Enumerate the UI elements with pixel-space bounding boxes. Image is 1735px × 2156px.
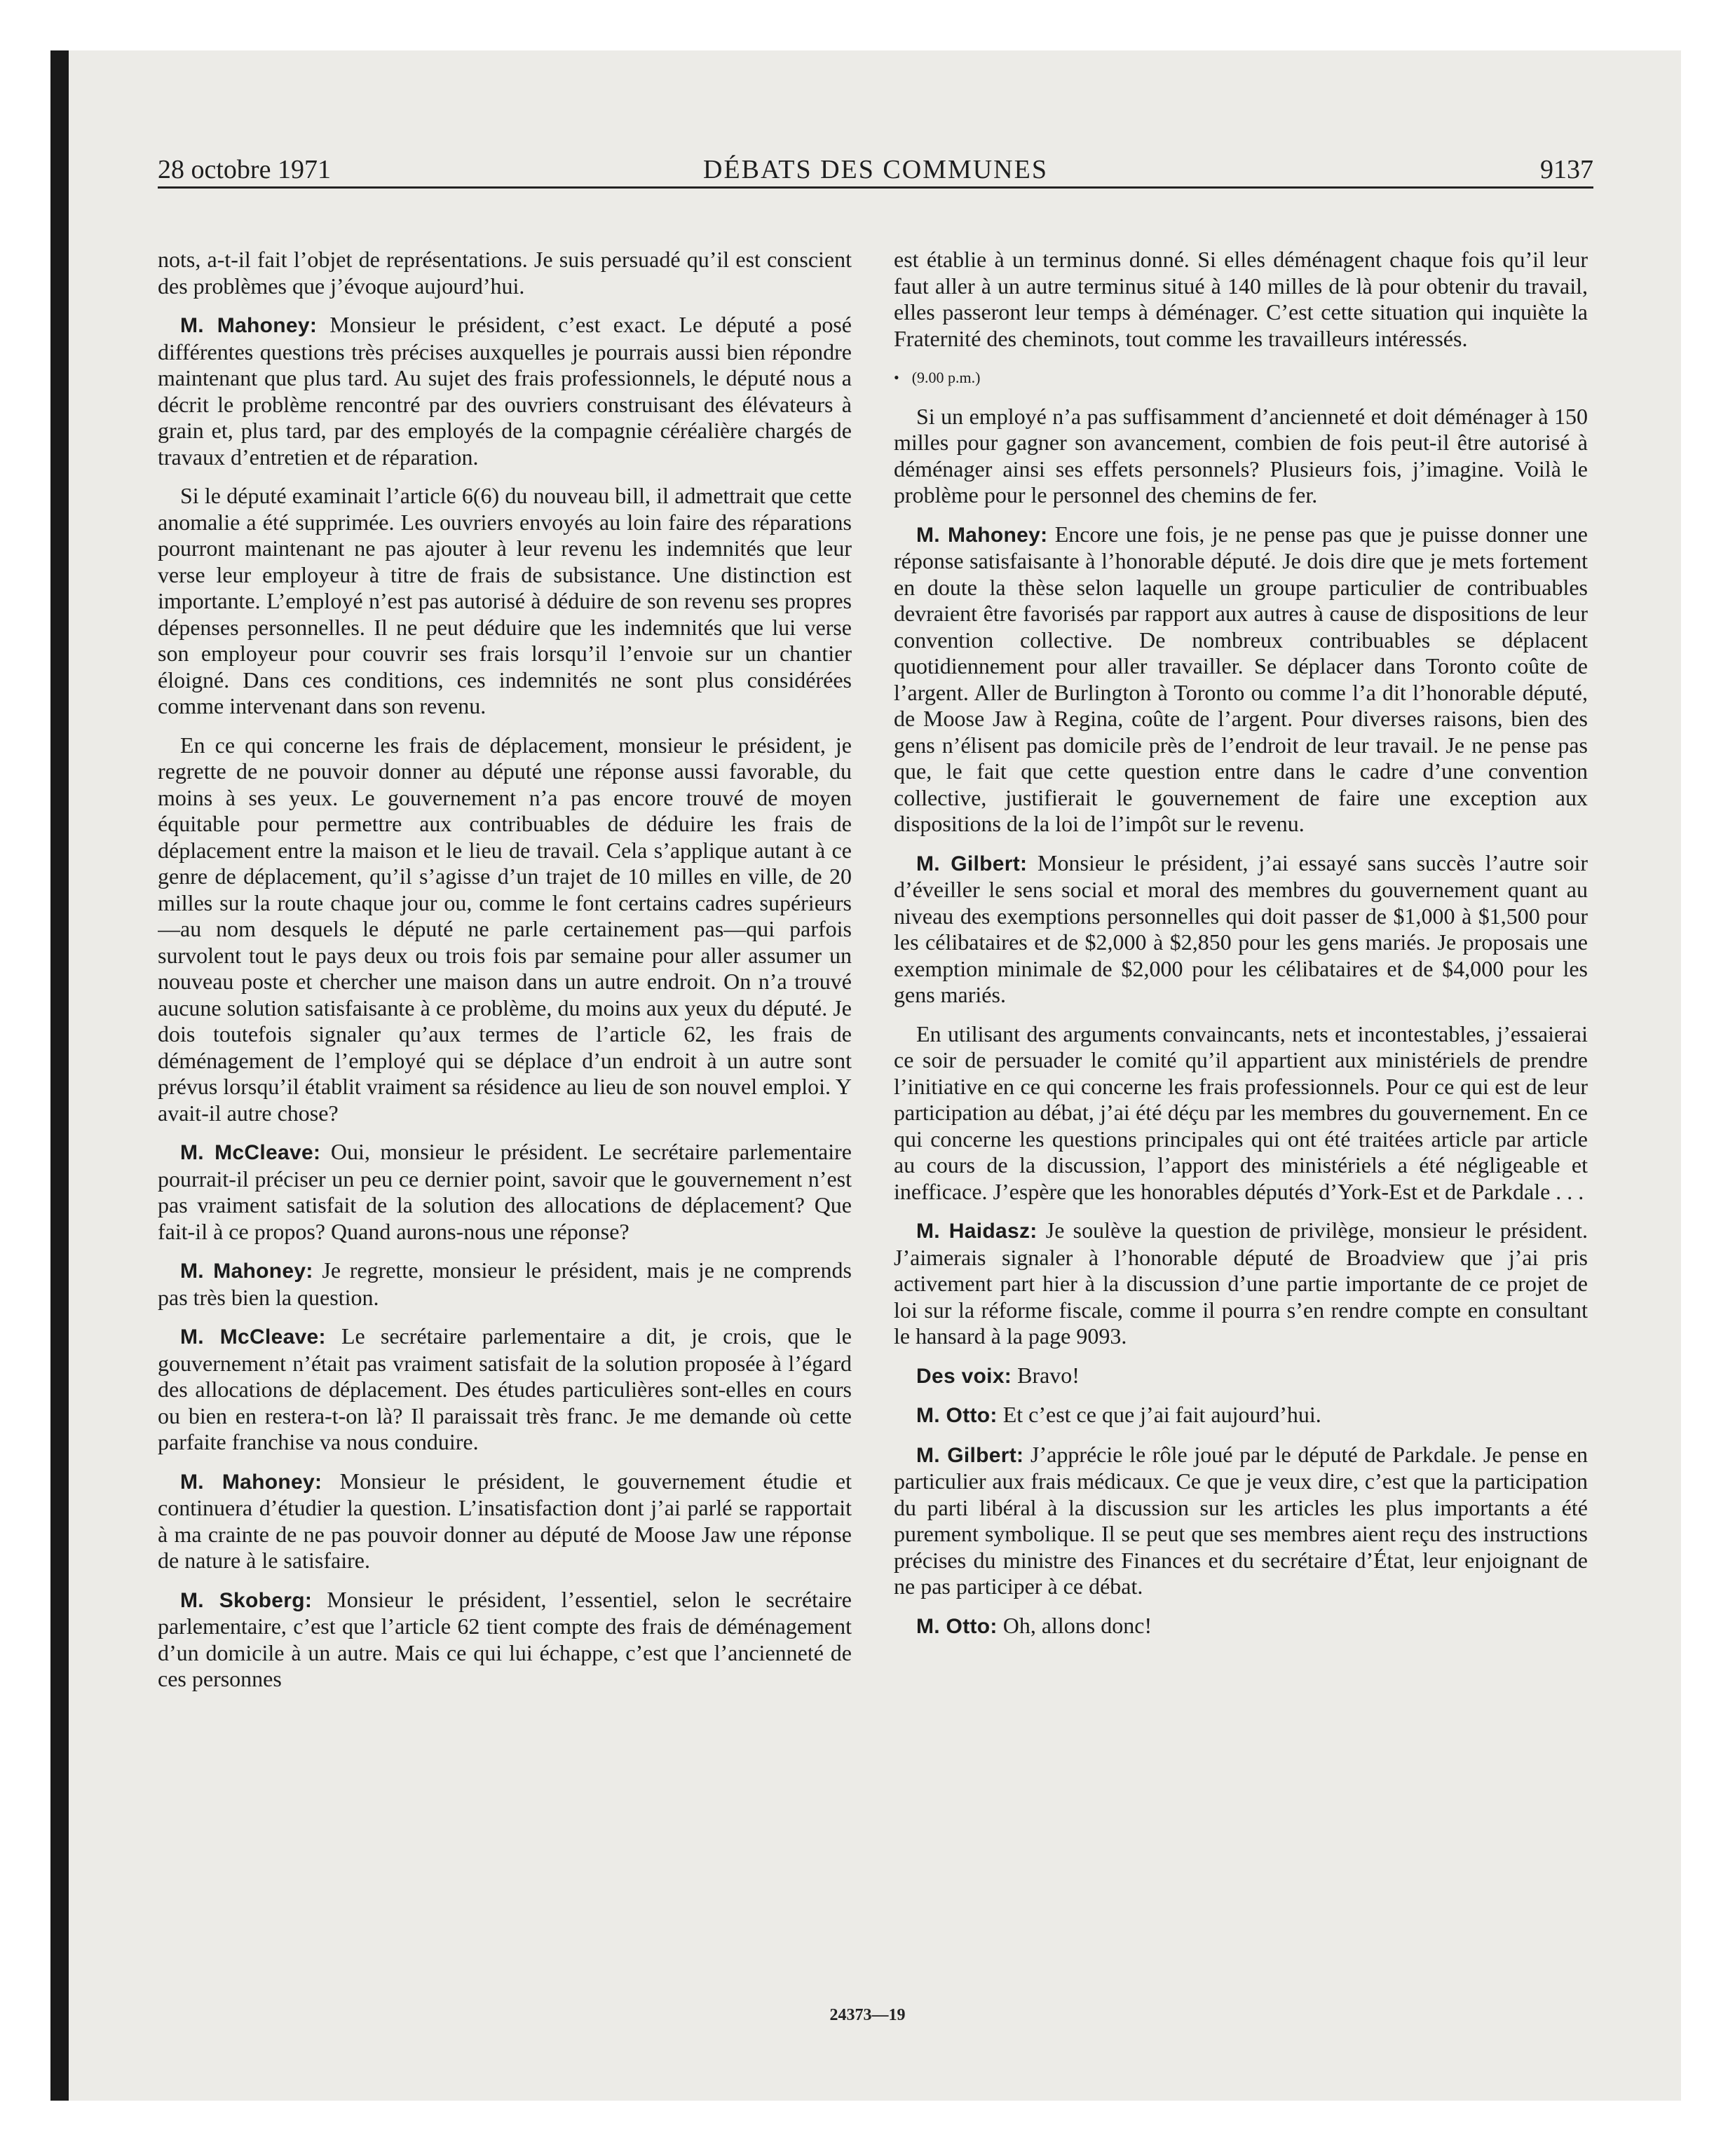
bullet-icon: • — [894, 369, 899, 386]
paragraph: Si un employé n’a pas suffisamment d’ancienneté et doit déménager à 150 milles pour gagner son avancement, combien de fois peut-il être autorisé à déménager ainsi ses effets personnels? Plusieurs fois, j’imagine. Voilà le problème pour le personnel des chemins de fer. — [894, 403, 1588, 507]
paragraph: nots, a-t-il fait l’objet de représentations. Je suis persuadé qu’il est conscient des problèmes que j’évoque aujourd’hui. — [158, 247, 852, 299]
paragraph: est établie à un terminus donné. Si elles déménagent chaque fois qu’il leur faut aller à un autre terminus situé à 140 milles de là pour obtenir du travail, elles passeront leur temps à déménager. C’est cette situation qui inquiète la Fraternité des cheminots, tout comme les travailleurs intéressés. — [894, 247, 1588, 351]
speech: M. McCleave: Le secrétaire parlementaire a dit, je crois, que le gouvernement n’était pas vraiment satisfait de la solution proposée à l’égard des allocations de déplacement. Des études particulières sont-elles en cours ou bien en restera-t-on là? Il paraissait très franc. Je me demande où cette parfaite franchise va nous conduire. — [158, 1323, 852, 1454]
left-column — [158, 247, 852, 2034]
speech: M. Mahoney: Monsieur le président, le gouvernement étudie et continuera d’étudier la question. L’insatisfaction dont j’ai parlé se rapportait à ma crainte de ne pas pouvoir donner au député de Moose Jaw une réponse de nature à le satisfaire. — [158, 1468, 852, 1573]
paragraph: En utilisant des arguments convaincants, nets et incontestables, j’essaierai ce soir de persuader le comité qu’il appartient aux ministériels de prendre l’initiative en ce qui concerne les frais professionnels. Pour ce qui est de leur participation au débat, j’ai été déçu par les membres du gouvernement. En ce qui concerne les questions principales qui ont été traitées article par article au cours de la discussion, l’apport des ministériels a été négligeable et inefficace. J’espère que les honorables députés d’York-Est et de Parkdale . . . — [894, 1021, 1588, 1204]
speaker-name: M. Mahoney: — [180, 314, 318, 337]
page-footer: 24373—19 — [829, 2006, 906, 2024]
header-date: 28 octobre 1971 — [158, 155, 331, 184]
speech: M. Mahoney: Encore une fois, je ne pense pas que je puisse donner une réponse satisfaisante à l’honorable député. Je dois dire que je mets fortement en doute la thèse selon laquelle un groupe particulier de contribuables devraient être favorisés par rapport aux autres à cause de dispositions de leur convention collective. De nombreux contribuables se déplacent quotidiennement pour aller travailler. Se déplacer dans Toronto coûte de l’argent. Aller de Burlington à Toronto ou comme l’a dit l’honorable député, de Moose Jaw à Regina, coûte de l’argent. Pour diverses raisons, bien des gens n’élisent pas domicile près de l’endroit de leur travail. Je ne pense pas que, le fait que cette question entre dans le cadre d’une convention collective, justifierait le gouvernement de faire une exception aux dispositions de la loi de l’impôt sur le revenu. — [894, 521, 1588, 836]
speaker-name: M. McCleave: — [180, 1141, 321, 1164]
speaker-name: M. Mahoney: — [180, 1260, 313, 1283]
header-page-number: 9137 — [1540, 155, 1593, 184]
speaker-name: M. Mahoney: — [180, 1470, 322, 1494]
paragraph: En ce qui concerne les frais de déplacement, monsieur le président, je regrette de ne pouvoir donner au député une réponse aussi favorable, du moins à ses yeux. Le gouvernement n’a pas encore trouvé de moyen équitable pour permettre aux contribuables de déduire les frais de déplacement entre la maison et le lieu de travail. Cela s’applique autant à ce genre de déplacement, qu’il s’agisse d’un trajet de 10 milles en ville, de 20 milles sur la route chaque jour ou, comme le font certains cadres supérieurs—au nom desquels le député ne parle certainement pas—qui parfois survolent tout le pays deux ou trois fois par semaine pour aller assumer un nouveau poste et chercher une maison dans un autre endroit. On n’a trouvé aucune solution satisfaisante à ce problème, du moins aux yeux du député. Je dois toutefois signaler qu’aux termes de l’article 62, les frais de déménagement de l’employé qui se déplace d’un endroit à un autre sont prévus lorsqu’il établit vraiment sa résidence au lieu de son nouvel emploi. Y avait-il autre chose? — [158, 732, 852, 1126]
speech: Des voix: Bravo! — [916, 1362, 1080, 1388]
speaker-name: M. Mahoney: — [916, 523, 1048, 547]
speech: M. McCleave: Oui, monsieur le président. Le secrétaire parlementaire pourrait-il préciser un peu ce dernier point, savoir que le gouvernement n’est pas vraiment satisfait de la solution des allocations de déplacement? Que fait-il à ce propos? Quand aurons-nous une réponse? — [158, 1139, 852, 1244]
paragraph: Si le député examinait l’article 6(6) du nouveau bill, il admettrait que cette anomalie a été supprimée. Les ouvriers envoyés au loin faire des réparations pourront maintenant ne pas ajouter à leur revenu les indemnités que leur verse leur employeur à titre de frais de subsistance. Une distinction est importante. L’employé n’est pas autorisé à déduire de son revenu ses propres dépenses personnelles. Il ne peut déduire que les indemnités que lui verse son employeur pour couvrir ses frais lorsqu’il l’envoie sur un chantier éloigné. Dans ces conditions, ces indemnités ne sont plus considérées comme intervenant dans son revenu. — [158, 483, 852, 718]
speaker-name: M. Gilbert: — [916, 1443, 1024, 1467]
speaker-name: M. Skoberg: — [180, 1588, 313, 1612]
header-title: DÉBATS DES COMMUNES — [703, 155, 1048, 184]
time-marker: • (9.00 p.m.) — [894, 369, 981, 386]
speaker-name: M. Gilbert: — [916, 852, 1028, 875]
right-column — [894, 247, 1588, 2034]
speaker-name: M. Otto: — [916, 1404, 998, 1427]
speech: M. Haidasz: Je soulève la question de privilège, monsieur le président. J’aimerais signaler à l’honorable député de Broadview que j’ai pris activement part hier à la discussion d’une partie importante de ce projet de loi sur la réforme fiscale, comme il pourra s’en rendre compte en consultant le hansard à la page 9093. — [894, 1217, 1588, 1349]
speaker-name: M. Haidasz: — [916, 1220, 1037, 1243]
speech: M. Gilbert: Monsieur le président, j’ai essayé sans succès l’autre soir d’éveiller le sens social et moral des membres du gouvernement quant au niveau des exemptions personnelles qui doit passer de $1,000 à $1,500 pour les célibataires et de $2,000 à $2,850 pour les gens mariés. Je proposais une exemption minimale de $2,000 pour les célibataires et de $4,000 pour les gens mariés. — [894, 850, 1588, 1007]
speech: M. Otto: Oh, allons donc! — [916, 1612, 1152, 1638]
speech: M. Mahoney: Je regrette, monsieur le président, mais je ne comprends pas très bien la question. — [158, 1257, 852, 1310]
speech: M. Gilbert: J’apprécie le rôle joué par le député de Parkdale. Je pense en particulier aux frais médicaux. Ce que je veux dire, c’est que la participation du parti libéral à la discussion sur les articles les plus importants a été purement symbolique. Il se peut que ses membres aient reçu des instructions précises du ministre des Finances et du secrétaire d’État, leur enjoignant de ne pas participer à ce débat. — [894, 1441, 1588, 1599]
scan-edge — [50, 50, 69, 2101]
speech: M. Skoberg: Monsieur le président, l’essentiel, selon le secrétaire parlementaire, c’est que l’article 62 tient compte des frais de déménagement d’un domicile à un autre. Mais ce qui lui échappe, c’est que l’ancienneté de ces personnes — [158, 1586, 852, 1691]
speech: M. Mahoney: Monsieur le président, c’est exact. Le député a posé différentes questions très précises auxquelles je pourrais aussi bien répondre maintenant que plus tard. Au sujet des frais professionnels, le député nous a décrit le problème rencontré par des ouvriers construisant des élévateurs à grain et, plus tard, par des employés de la compagnie céréalière chargés de travaux d’entretien et de réparation. — [158, 312, 852, 470]
speaker-name: M. Otto: — [916, 1614, 998, 1638]
speaker-name: Des voix: — [916, 1364, 1012, 1388]
speaker-name: M. McCleave: — [180, 1325, 326, 1349]
page-header — [158, 156, 1593, 189]
speech: M. Otto: Et c’est ce que j’ai fait aujourd’hui. — [916, 1402, 1321, 1427]
